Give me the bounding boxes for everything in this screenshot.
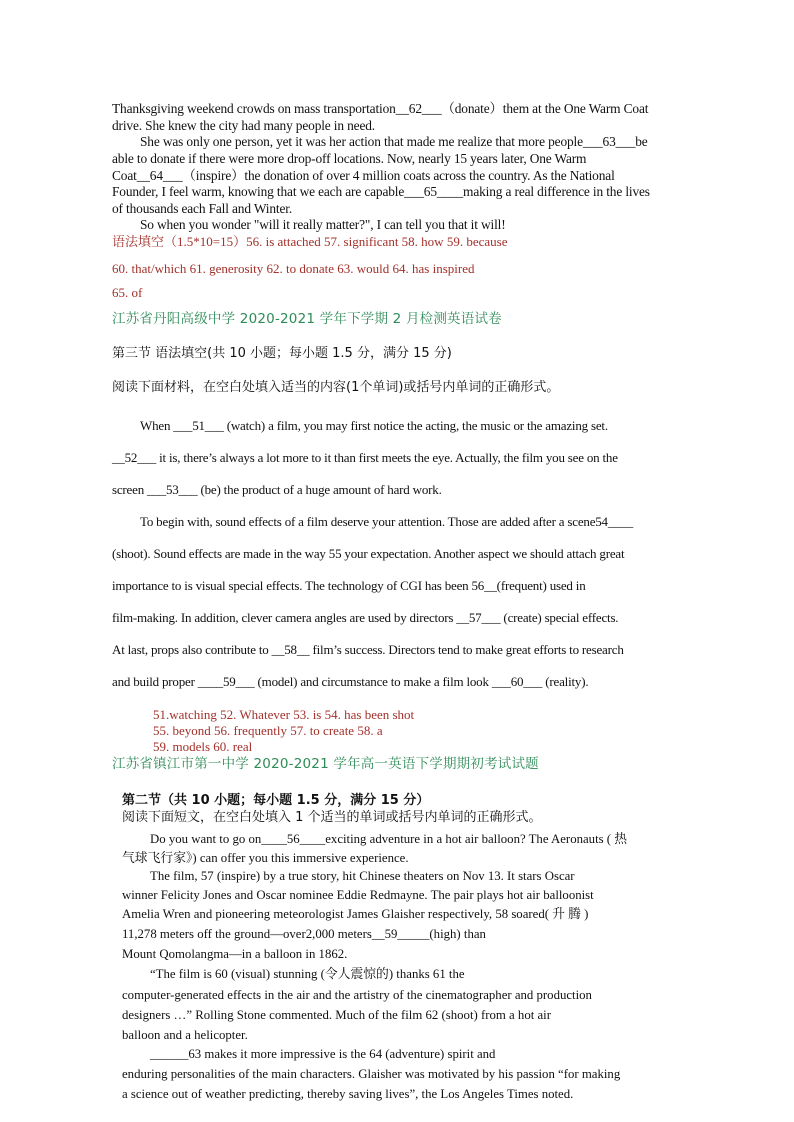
answer-key-header: 语法填空（1.5*10=15）56. is attached 57. significant 58. how 59. because bbox=[112, 234, 508, 249]
passage-line: film-making. In addition, clever camera angles are used by directors __57___ (create) special effects. bbox=[112, 610, 619, 625]
passage-line: of thousands each Fall and Winter. bbox=[112, 201, 293, 216]
passage-line: winner Felicity Jones and Oscar nominee Eddie Redmayne. The pair plays hot air balloonist bbox=[122, 888, 594, 902]
passage-line: To begin with, sound effects of a film deserve your attention. Those are added after a scene54____ bbox=[140, 514, 634, 529]
passage-line: able to donate if there were more drop-off locations. Now, nearly 15 years later, One Warm bbox=[112, 151, 587, 166]
passage-line: Mount Qomolangma—in a balloon in 1862. bbox=[122, 947, 348, 961]
passage-line: screen ___53___ (be) the product of a huge amount of hard work. bbox=[112, 482, 442, 497]
passage-line: a science out of weather predicting, thereby saving lives”, the Los Angeles Times noted. bbox=[122, 1087, 574, 1101]
instruction: 阅读下面短文，在空白处填入 1 个适当的单词或括号内单词的正确形式。 bbox=[122, 810, 542, 825]
passage-line: enduring personalities of the main characters. Glaisher was motivated by his passion “for making bbox=[122, 1067, 621, 1081]
passage-line: and build proper ____59___ (model) and circumstance to make a film look ___60___ (reality). bbox=[112, 674, 589, 689]
passage-line: ______63 makes it more impressive is the 64 (adventure) spirit and bbox=[150, 1047, 496, 1061]
passage-line: Amelia Wren and pioneering meteorologist James Glaisher respectively, 58 soared( 升 腾 ) bbox=[122, 907, 589, 921]
passage-line: Founder, I feel warm, knowing that we each are capable___65____making a real difference in the lives bbox=[112, 184, 650, 199]
answer-key-row: 59. models 60. real bbox=[153, 739, 253, 754]
passage-line: The film, 57 (inspire) by a true story, hit Chinese theaters on Nov 13. It stars Oscar bbox=[150, 869, 575, 883]
instruction: 阅读下面材料，在空白处填入适当的内容(1个单词)或括号内单词的正确形式。 bbox=[112, 380, 560, 395]
passage-line: 气球飞行家》) can offer you this immersive experience. bbox=[122, 851, 409, 865]
passage-line: When ___51___ (watch) a film, you may first notice the acting, the music or the amazing set. bbox=[140, 418, 608, 433]
school-title: 江苏省丹阳高级中学 2020-2021 学年下学期 2 月检测英语试卷 bbox=[112, 311, 502, 327]
passage-line: computer-generated effects in the air and the artistry of the cinematographer and production bbox=[122, 988, 592, 1002]
passage-line: (shoot). Sound effects are made in the way 55 your expectation. Another aspect we should attach great bbox=[112, 546, 625, 561]
passage-line: So when you wonder "will it really matter?", I can tell you that it will! bbox=[140, 217, 506, 232]
school-title: 江苏省镇江市第一中学 2020-2021 学年高一英语下学期期初考试试题 bbox=[112, 756, 539, 772]
answer-key-row: 55. beyond 56. frequently 57. to create 58. a bbox=[153, 723, 383, 738]
passage-line: At last, props also contribute to __58__ film’s success. Directors tend to make great efforts to research bbox=[112, 642, 624, 657]
passage-line: 11,278 meters off the ground—over2,000 meters__59_____(high) than bbox=[122, 927, 486, 941]
passage-line: She was only one person, yet it was her action that made me realize that more people___63___be bbox=[140, 134, 648, 149]
passage-line: __52___ it is, there’s always a lot more to it than first meets the eye. Actually, the film you see on the bbox=[112, 450, 618, 465]
answer-key-row: 65. of bbox=[112, 285, 143, 300]
passage-line: balloon and a helicopter. bbox=[122, 1028, 248, 1042]
answer-key-row: 60. that/which 61. generosity 62. to donate 63. would 64. has inspired bbox=[112, 261, 475, 276]
answer-key-row: 51.watching 52. Whatever 53. is 54. has been shot bbox=[153, 707, 415, 722]
passage-line: Thanksgiving weekend crowds on mass transportation__62___（donate）them at the One Warm Coat bbox=[112, 101, 649, 116]
section-heading: 第二节（共 10 小题；每小题 1.5 分，满分 15 分） bbox=[122, 793, 430, 808]
passage-line: importance to is visual special effects. The technology of CGI has been 56__(frequent) used in bbox=[112, 578, 586, 593]
passage-line: “The film is 60 (visual) stunning (令人震惊的) thanks 61 the bbox=[150, 967, 465, 981]
passage-line: Do you want to go on____56____exciting adventure in a hot air balloon? The Aeronauts ( 热 bbox=[150, 832, 628, 846]
passage-line: designers …” Rolling Stone commented. Much of the film 62 (shoot) from a hot air bbox=[122, 1008, 551, 1022]
passage-line: Coat__64___（inspire）the donation of over 4 million coats across the country. As the National bbox=[112, 168, 615, 183]
section-heading: 第三节 语法填空(共 10 小题；每小题 1.5 分，满分 15 分) bbox=[112, 346, 452, 361]
passage-line: drive. She knew the city had many people in need. bbox=[112, 118, 375, 133]
